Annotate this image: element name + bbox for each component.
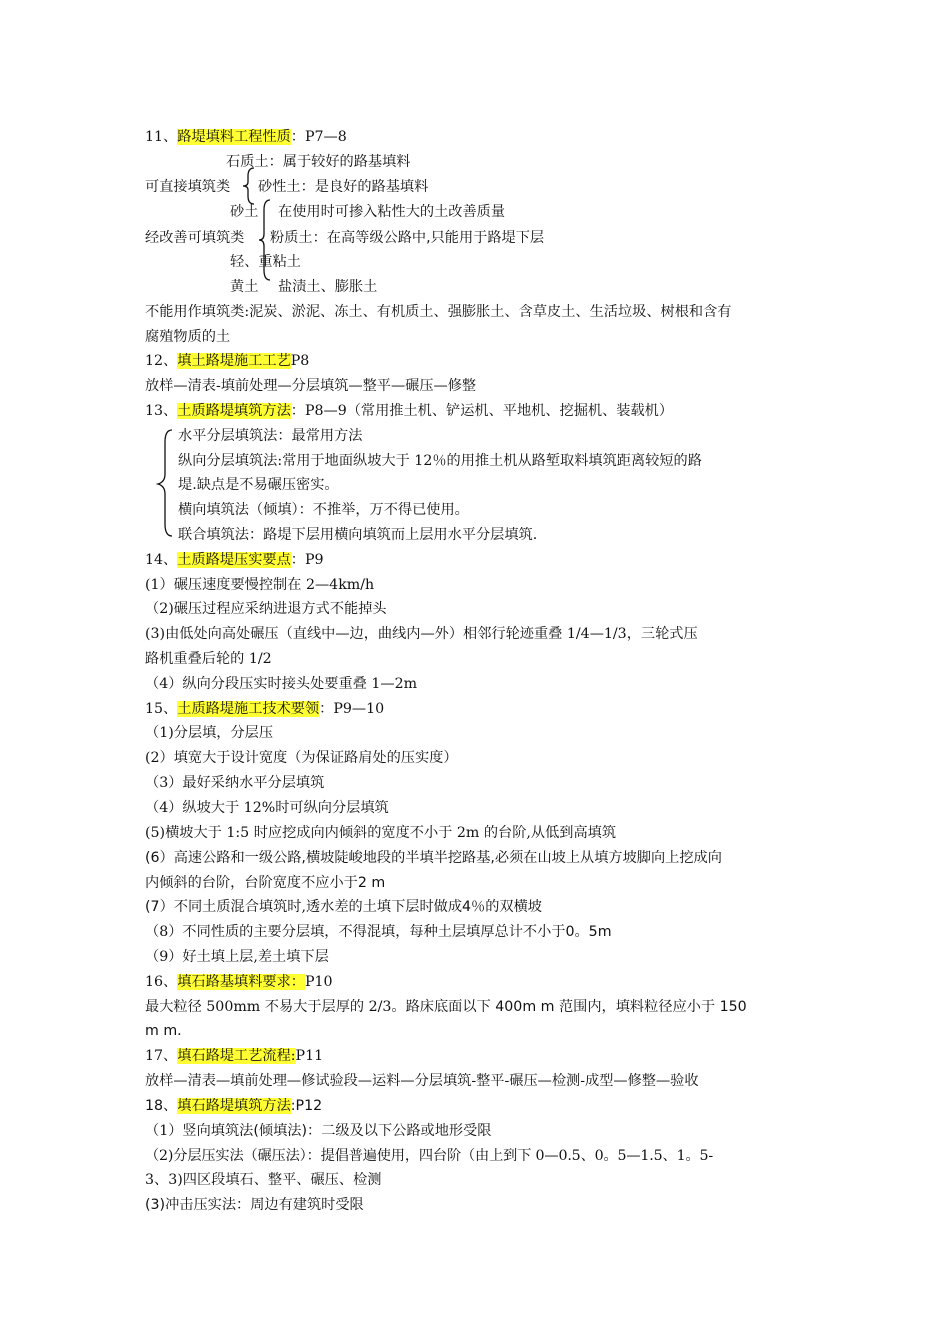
text-line: 堤.缺点是不易碾压密实。	[178, 477, 339, 493]
text-line: (6）高速公路和一级公路,横坡陡峻地段的半填半挖路基,必须在山坡上从填方坡脚向上挖成向	[145, 850, 722, 866]
text-line: （1)分层填，分层压	[145, 725, 274, 741]
text-line: (2）填宽大于设计宽度（为保证路肩处的压实度）	[145, 750, 458, 766]
text-line: （4）纵向分段压实时接头处要重叠 1—2m	[145, 676, 418, 692]
section-17-heading: 17、填石路堤工艺流程:P11	[145, 1048, 324, 1064]
section-14-heading: 14、土质路堤压实要点：P9	[145, 552, 324, 568]
text-line: 3、3)四区段填石、整平、碾压、检测	[145, 1172, 382, 1188]
highlight: 填石路基填料要求：	[177, 974, 305, 990]
text-line: （2)碾压过程应采纳进退方式不能掉头	[145, 601, 387, 617]
group-direct-label: 可直接填筑类	[145, 179, 231, 195]
group-improve-label: 经改善可填筑类	[145, 230, 245, 246]
highlight: 土质路堤填筑方法	[177, 403, 291, 419]
sand-label: 砂土	[230, 204, 259, 220]
highlight: 填石路堤工艺流程:	[177, 1048, 296, 1064]
text-line: m m.	[145, 1023, 182, 1039]
text-line: 最大粒径 500mm 不易大于层厚的 2/3。路床底面以下 400m m 范围内，填料粒径应小于 150	[145, 999, 747, 1015]
text-line: (5)横坡大于 1:5 时应挖成向内倾斜的宽度不小于 2m 的台阶,从低到高填筑	[145, 825, 617, 841]
highlight: 路堤填料工程性质	[177, 129, 291, 145]
unusable-line-2: 腐殖物质的土	[145, 329, 231, 345]
highlight: 填土路堤施工工艺	[177, 353, 291, 369]
stone-soil-line: 石质土：属于较好的路基填料	[226, 154, 411, 170]
text-line: （2)分层压实法（碾压法）：提倡普遍使用，四台阶（由上到下 0—0.5、0。5—1.5、1。5-	[145, 1148, 714, 1164]
sandy-soil-line: 砂性土：是良好的路基填料	[258, 179, 429, 195]
yellow-text: 盐渍土、膨胀土	[278, 279, 378, 295]
text-line: (3)冲击压实法：周边有建筑时受限	[145, 1197, 364, 1213]
text-line: 放样—清表—填前处理—修试验段—运料—分层填筑-整平-碾压—检测-成型—修整—验收	[145, 1073, 699, 1089]
text-line: 内倾斜的台阶，台阶宽度不应小于2 m	[145, 875, 386, 891]
text-line: 联合填筑法：路堤下层用横向填筑而上层用水平分层填筑.	[178, 527, 538, 543]
section-15-heading: 15、土质路堤施工技术要领：P9—10	[145, 701, 385, 717]
text-line: 水平分层填筑法：最常用方法	[178, 428, 363, 444]
text-line: (1）碾压速度要慢控制在 2—4km/h	[145, 577, 375, 593]
text-line: (7）不同土质混合填筑时,透水差的土填下层时做成4％的双横坡	[145, 899, 542, 915]
section-12-heading: 12、填土路堤施工工艺P8	[145, 353, 310, 369]
highlight: 土质路堤施工技术要领	[177, 701, 320, 717]
text-line: 横向填筑法（倾填）：不推举，万不得已使用。	[178, 502, 469, 518]
text-line: 放样—清表-填前处理—分层填筑—整平—碾压—修整	[145, 378, 477, 394]
silt-line: 粉质土：在高等级公路中,只能用于路堤下层	[270, 230, 545, 246]
brace-methods-icon	[156, 428, 176, 538]
text-line: （3）最好采纳水平分层填筑	[145, 775, 325, 791]
highlight: 土质路堤压实要点	[177, 552, 291, 568]
section-16-heading: 16、填石路基填料要求：P10	[145, 974, 333, 990]
text-line: 纵向分层填筑法:常用于地面纵坡大于 12％的用推土机从路堑取料填筑距离较短的路	[178, 453, 702, 469]
unusable-line: 不能用作填筑类:泥炭、淤泥、冻土、有机质土、强膨胀土、含草皮土、生活垃圾、树根和含有	[145, 304, 732, 320]
sand-text: 在使用时可掺入粘性大的土改善质量	[278, 204, 506, 220]
section-13-heading: 13、土质路堤填筑方法：P8—9（常用推土机、铲运机、平地机、挖掘机、装载机）	[145, 403, 674, 419]
yellow-label: 黄土	[230, 279, 259, 295]
text-line: （8）不同性质的主要分层填，不得混填，每种土层填厚总计不小于0。5m	[145, 924, 612, 940]
text-line: （4）纵坡大于 12%时可纵向分层填筑	[145, 800, 389, 816]
section-18-heading: 18、填石路堤填筑方法:P12	[145, 1098, 323, 1114]
text-line: 路机重叠后轮的 1/2	[145, 651, 272, 667]
text-line: (3)由低处向高处碾压（直线中—边，曲线内—外）相邻行轮迹重叠 1/4—1/3，三轮式压	[145, 626, 698, 642]
clay-line: 轻、重粘土	[230, 254, 301, 270]
highlight: 填石路堤填筑方法	[177, 1098, 291, 1114]
brace-direct-icon	[242, 166, 258, 206]
text-line: （9）好土填上层,差土填下层	[145, 949, 329, 965]
section-11-heading: 11、路堤填料工程性质：P7—8	[145, 129, 347, 145]
text-line: （1）竖向填筑法(倾填法)：二级及以下公路或地形受限	[145, 1123, 492, 1139]
